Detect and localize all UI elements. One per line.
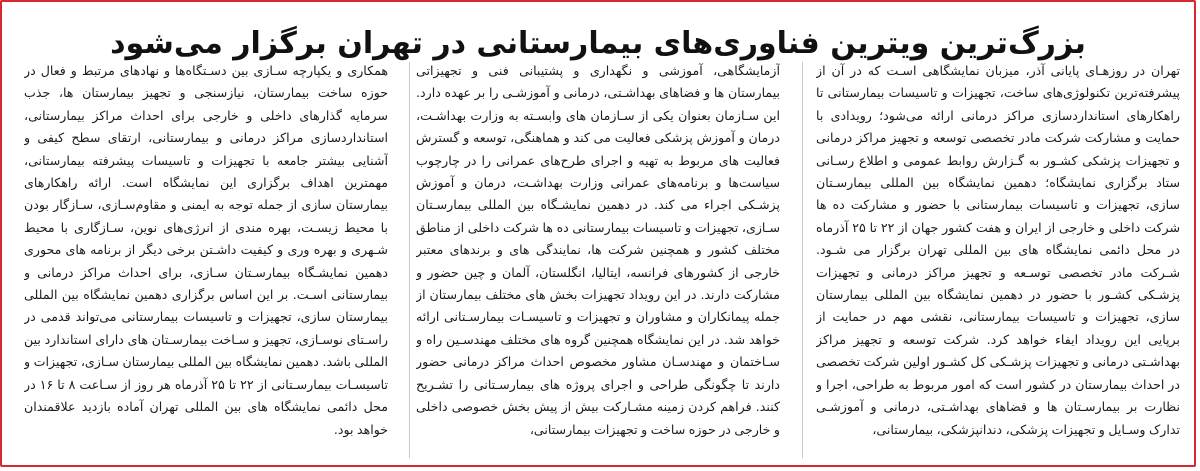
article-column-middle: آزمایشگاهی، آموزشی و نگهداری و پشتیبانی فنی و تجهیزاتی بیمارستان ها و فضاهای بهداشـتی، درمانی و آموزشـی را بر عهده دارد. این سـازمان بعنوان یکی از سـازمان های وابسـته به وزارت بهداشـت، درمان و آموزش پزشکی فعالیت می کند و هماهنگی، توسعه و گسترش فعالیت های مربوط به تهیه و اجرای طرح‌های عمرانی را در چارچوب سیاست‌ها و برنامه‌های عمرانی وزارت بهداشـت، درمان و آموزش پزشـکی اجراء می کند. در دهمین نمایشـگاه بین المللی بیمارسـتان سـازی، تجهیزات و تاسیسات بیمارستانی ده ها شرکت داخلی از مناطق مختلف کشور و همچنین شرکت ها، نمایندگی های و برندهای معتبر خارجی از کشورهای فرانسه، ایتالیا، انگلستان، آلمان و چین حضور و مشارکت دارند. در این رویداد تجهیزات بخش های مختلف بیمارستان از جمله پیمانکاران و مشاوران و تجهیزات و تاسیسـات بیمارسـتانی ارائه خواهد شد. در این نمایشگاه همچنین گروه های مختلف مهندسـین راه و سـاختمان و مهندسـان مشاور مخصوص احداث مراکز درمانی حضور دارند تا چگونگی طراحی و اجرای پروژه های بیمارسـتانی را تشـریح کنند. فراهم کردن زمینه مشـارکت بیش از پیش بخش خصوصی داخلی و خارجی در حوزه ساخت و تجهیزات بیمارستانی، — [416, 63, 780, 437]
article-column-right: تهران در روزهـای پایانی آذر، میزبان نمایشگاهی اسـت که در آن از پیشرفته‌ترین تکنولوژی‌های ساخت، تجهیزات و تاسیسات بیمارستانی تا راهکارهای استانداردسازی مراکز درمانی ارائه می‌شود؛ رویدادی با حمایت و مشارکت شرکت مادر تخصصی توسعه و تجهیز مراکز درمانی و تجهیزات پزشکی کشـور به گـزارش روابط عمومی و اطلاع رسـانی ستاد برگزاری نمایشگاه؛ دهمین نمایشگاه بین المللی بیمارسـتان سازی، تجهیزات و تاسیسات بیمارستانی با حضور و مشارکت ده ها شرکت داخلی و خارجی از ایران و هفت کشور جهان از ۲۲ تا ۲۵ آذرماه در محل دائمی نمایشگاه های بین المللی تهران برگزار می شـود. شـرکت مادر تخصصی توسـعه و تجهیز مراکز درمانی و تجهیزات پزشـکی کشـور با حضور در دهمین نمایشگاه بین المللی بیمارستان سازی، تجهیزات و تاسیسات بیمارستانی، نقشی مهم در حمایت از برپایی این رویداد ایفاء خواهد کرد. شرکت توسعه و تجهیز مراکز بهداشـتی درمانی و تجهیزات پزشـکی کل کشـور اولین شرکت تخصصی در احداث بیمارستان در کشور است که امور مربوط به طراحی، اجرا و نظارت بر بیمارسـتان ها و فضاهای بهداشـتی، درمانی و آموزشـی تدارک وسـایل و تجهیزات پزشکی، دندانپزشکی، بیمارستانی، — [816, 63, 1180, 437]
column-divider — [802, 62, 803, 458]
article-column-left: همکاری و یکپارچه سـازی بین دسـتگاه‌ها و نهادهای مرتبط و فعال در حوزه ساخت بیمارستان، نیازسنجی و تجهیز بیمارستان ها، جذب سرمایه گذارهای داخلی و خارجی برای احداث مراکز بیمارستانی، استانداردسازی مراکز درمانی و بیمارستانی، ارتقای سطح کیفی و آشنایی بیشتر جامعه با تجهیزات و تاسیسات پیشرفته بیمارستانی، مهمترین اهداف برگزاری این نمایشگاه است. ارائه راهکارهای بیمارستان سازی از جمله توجه به ایمنی و مقاوم‌سـازی، سـازگار بودن با محیط زیسـت، بهره مندی از انرژی‌های نوین، سـازگاری با محیط شـهری و بهره وری و کیفیت داشـتن برخی دیگر از برنامه های محوری دهمین نمایشـگاه بیمارسـتان سـازی، برای احداث مراکز درمانی و بیمارستانی اسـت. بر این اساس برگزاری دهمین نمایشگاه بین المللی بیمارستان سازی، تجهیزات و تاسیسات بیمارستانی می‌تواند قدمی در راسـتای نوسـازی، تجهیز و سـاخت بیمارسـتان های دارای استاندارد بین المللی باشد. دهمین نمایشگاه بین المللی بیمارستان سـازی، تجهیزات و تاسیسـات بیمارسـتانی از ۲۲ تا ۲۵ آذرماه هر روز از سـاعت ۸ تا ۱۶ در محل دائمی نمایشگاه های بین المللی تهران آماده بازدید علاقمندان خواهد بود. — [24, 63, 388, 437]
column-divider — [409, 62, 410, 458]
article-body — [2, 60, 1194, 465]
article-headline: بزرگ‌ترین ویترین فناوری‌های بیمارستانی در تهران برگزار می‌شود — [110, 26, 1086, 62]
